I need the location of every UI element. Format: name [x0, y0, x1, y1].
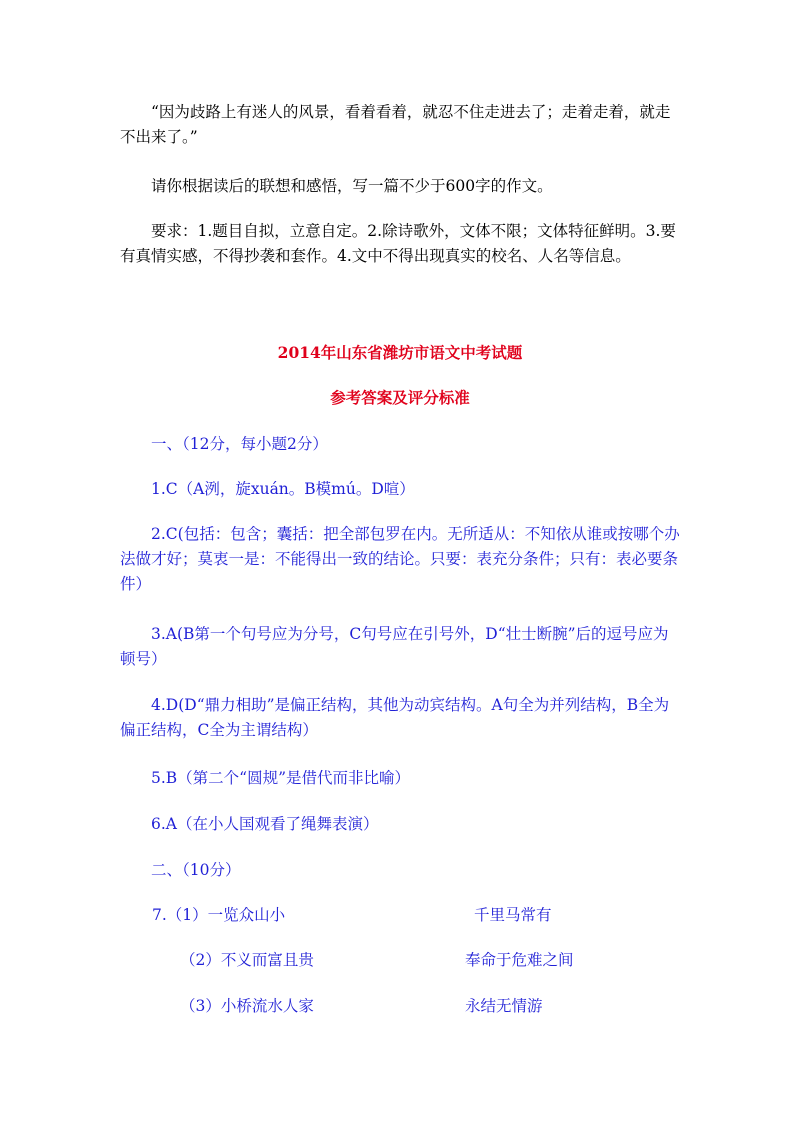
essay-quote: “因为歧路上有迷人的风景，看着看着，就忍不住走进去了；走着走着，就走不出来了。”: [120, 103, 671, 146]
answer-item-6: 6.A（在小人国观看了绳舞表演）: [151, 815, 379, 833]
answer-item-1: 1.C（A洌，旋xuán。B模mú。D喧）: [151, 480, 415, 498]
essay-requirements: 要求：1.题目自拟，立意自定。2.除诗歌外，文体不限；文体特征鲜明。3.要有真情实感，不得抄袭和套作。4.文中不得出现真实的校名、人名等信息。: [120, 222, 676, 265]
q7-row2-right: 奉命于危难之间: [465, 951, 574, 969]
answer-item-3: 3.A(B第一个句号应为分号，C句号应在引号外，D“壮士断腕”后的逗号应为顿号）: [120, 625, 669, 668]
q7-row1-right: 千里马常有: [474, 906, 552, 924]
q7-row2-left: （2）不义而富且贵: [180, 951, 314, 969]
answer-title: 2014年山东省潍坊市语文中考试题: [277, 343, 523, 362]
q7-row3-right: 永结无情游: [465, 997, 543, 1015]
answer-item-4: 4.D(D“鼎力相助”是偏正结构，其他为动宾结构。A句全为并列结构，B全为偏正结构，C全为主谓结构）: [120, 696, 670, 739]
answer-item-5: 5.B（第二个“圆规”是借代而非比喻）: [151, 769, 411, 787]
answer-item-2: 2.C(包括：包含；囊括：把全部包罗在内。无所适从：不知依从谁或按哪个办法做才好；莫衷一是：不能得出一致的结论。只要：表充分条件；只有：表必要条件）: [120, 525, 680, 593]
q7-row1-left: 7.（1）一览众山小: [152, 906, 286, 924]
answer-subtitle: 参考答案及评分标准: [330, 388, 470, 407]
section-one-heading: 一、（12分，每小题2分）: [151, 435, 328, 453]
q7-row3-left: （3）小桥流水人家: [180, 997, 314, 1015]
essay-instruction: 请你根据读后的联想和感悟，写一篇不少于600字的作文。: [151, 177, 553, 195]
section-two-heading: 二、（10分）: [151, 861, 241, 879]
